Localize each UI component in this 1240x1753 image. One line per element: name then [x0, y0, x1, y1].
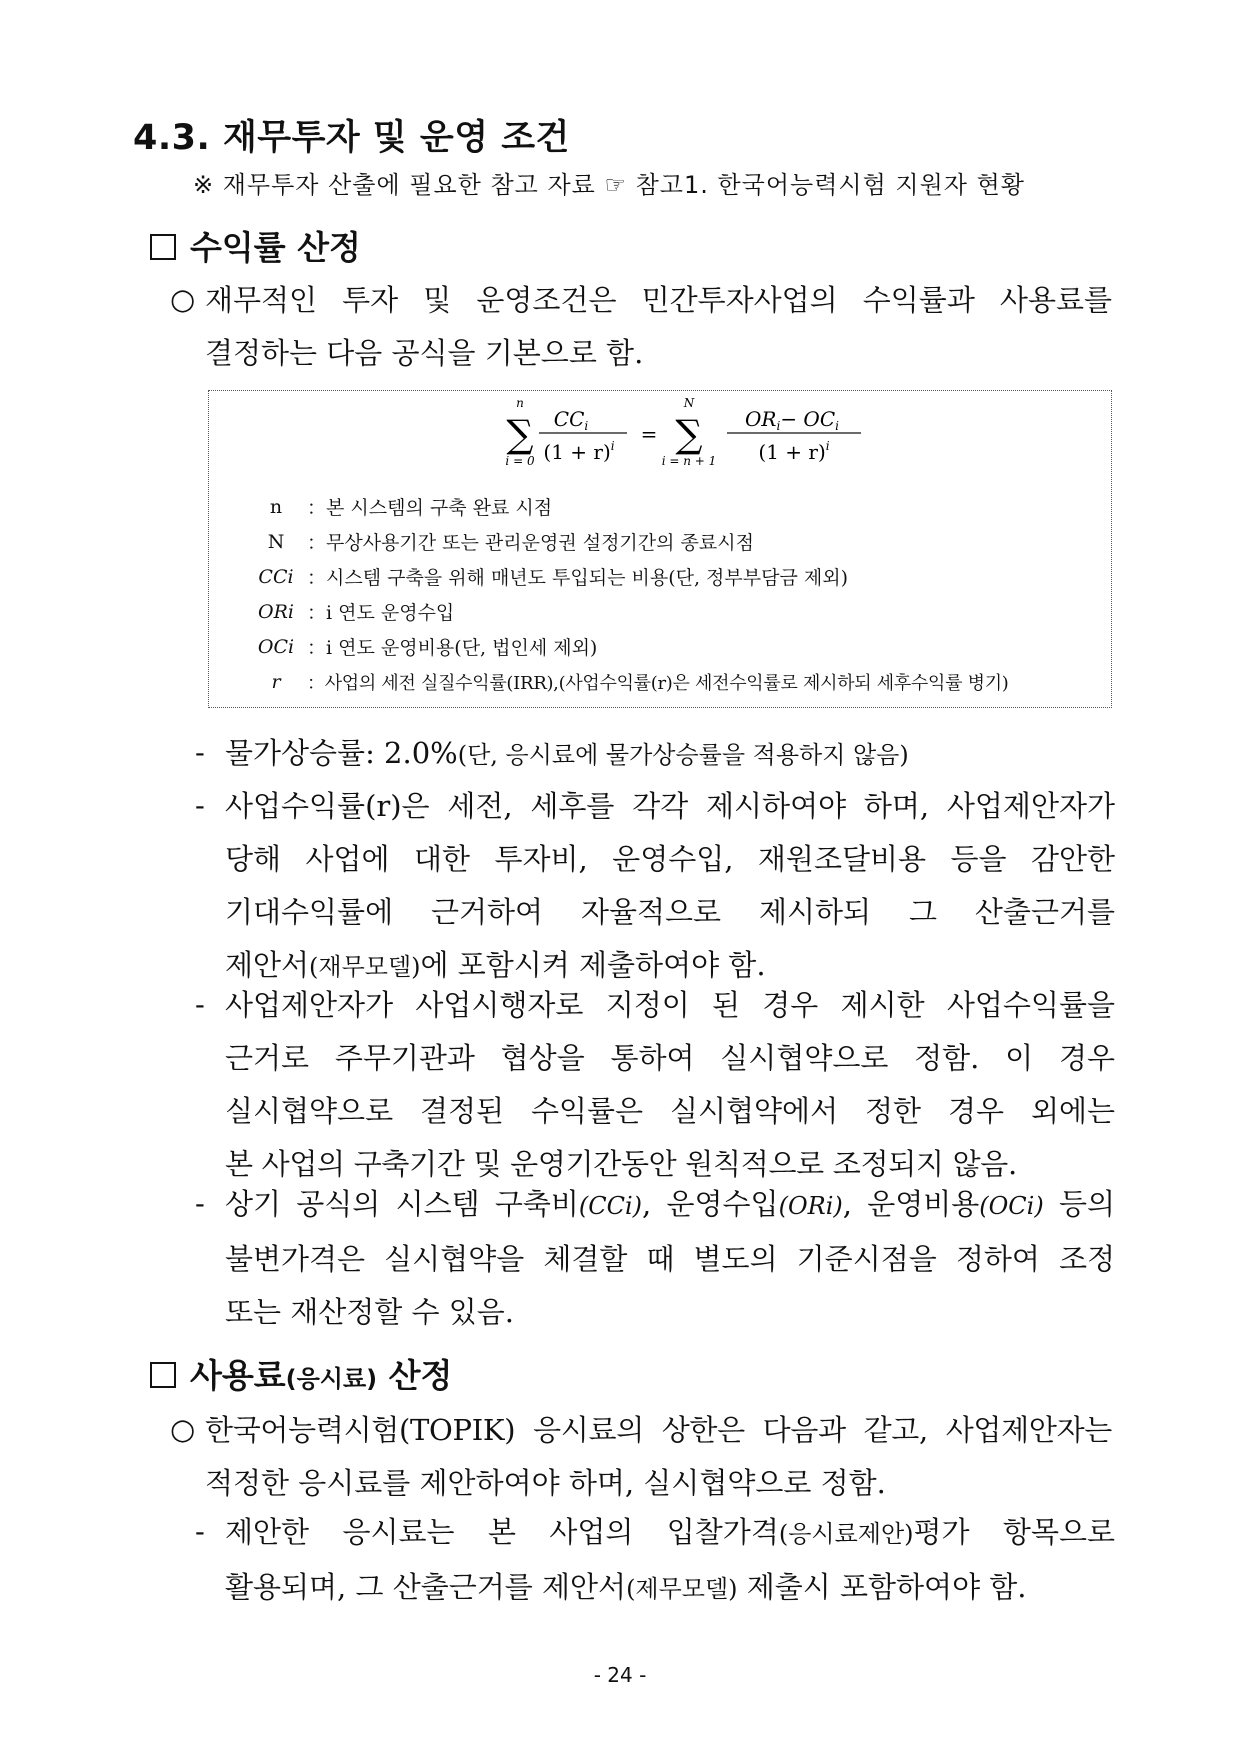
dash-bullet-icon: - [195, 1186, 205, 1220]
inflation-rate-item: 물가상승률: 2.0%(단, 응시료에 물가상승률을 적용하지 않음) [225, 736, 909, 770]
fee-intro-paragraph: 한국어능력시험(TOPIK) 응시료의 상한은 다음과 같고, 사업제안자는 적정한 응시료를 제안하여야 하며, 실시협약으로 정함. [205, 1413, 1112, 1500]
subheading-fee: 사용료(응시료) 산정 [150, 1350, 452, 1397]
checkbox-square-icon [150, 234, 176, 260]
intro-paragraph: 재무적인 투자 및 운영조건은 민간투자사업의 수익률과 사용료를 결정하는 다음 공식을 기본으로 함. [205, 283, 1112, 370]
definition-row: n ：본 시스템의 구축 완료 시점 [269, 495, 553, 519]
reference-note: ※ 재무투자 산출에 필요한 참고 자료 ☞ 참고1. 한국어능력시험 지원자 현황 [193, 171, 1025, 199]
equals-sign: = [640, 422, 658, 446]
rhs-sigma-lower: i = n + 1 [661, 454, 717, 468]
rhs-denominator: $(1 + r)^i$ [758, 439, 830, 464]
fee-proposal-item: 제안한 응시료는 본 사업의 입찰가격(응시료제안)평가 항목으로 활용되며, 그 산출근거를 제안서(제무모델) 제출시 포함하여야 함. [225, 1515, 1115, 1604]
lhs-sigma-lower: i = 0 [505, 454, 535, 468]
lhs-numerator: $CC_i$ [553, 407, 589, 433]
definition-row: N ：무상사용기간 또는 관리운영권 설정기간의 종료시점 [267, 530, 754, 554]
definition-row: r ：사업의 세전 실질수익률(IRR),(사업수익률(r)은 세전수익률로 제시하되 세후수익률 병기) [271, 670, 1009, 694]
rhs-sigma-icon: ∑ [675, 412, 703, 456]
checkbox-square-icon [150, 1362, 176, 1388]
lhs-denominator: $(1 + r)^i$ [543, 439, 615, 464]
agreement-return-item: 사업제안자가 사업시행자로 지정이 된 경우 제시한 사업수익률을 근거로 주무기관과 협상을 통하여 실시협약으로 정함. 이 경우 실시협약으로 결정된 수익률은 실시협약에서 정한 경우 외에는 본 사업의 구축기간 및 운영기간동안 원칙적으로 조정되지 않음. [225, 988, 1115, 1181]
constant-price-item: 상기 공식의 시스템 구축비(CCi), 운영수입(ORi), 운영비용(OCi) 등의 불변가격은 실시협약을 체결할 때 별도의 기준시점을 정하여 조정 또는 재산정할 수 있음. [225, 1187, 1115, 1329]
section-title: 4.3. 재무투자 및 운영 조건 [133, 118, 570, 158]
lhs-sigma-upper: n [516, 396, 524, 410]
page-number: - 24 - [593, 1663, 647, 1687]
definitions-list [245, 489, 1009, 699]
formula-box [208, 390, 1112, 708]
business-return-item: 사업수익률(r)은 세전, 세후를 각각 제시하여야 하며, 사업제안자가 당해 사업에 대한 투자비, 운영수입, 재원조달비용 등을 감안한 기대수익률에 근거하여 자율적으로 제시하되 그 산출근거를 제안서(재무모델)에 포함시켜 제출하여야 함. [225, 789, 1115, 982]
definition-row: ORi ：i 연도 운영수입 [258, 600, 455, 624]
definition-row: CCi ：시스템 구축을 위해 매년도 투입되는 비용(단, 정부부담금 제외) [258, 565, 848, 589]
dash-bullet-icon: - [195, 788, 205, 822]
irr-formula [209, 391, 1113, 491]
dash-bullet-icon: - [195, 987, 205, 1021]
circle-bullet-icon: ○ [170, 1412, 196, 1446]
dash-bullet-icon: - [195, 735, 205, 769]
dash-bullet-icon: - [195, 1514, 205, 1548]
rhs-sigma-upper: N [683, 396, 695, 410]
subheading-yield: 수익률 산정 [150, 222, 361, 269]
lhs-sigma-icon: ∑ [506, 412, 534, 456]
circle-bullet-icon: ○ [170, 282, 196, 316]
rhs-numerator: $OR_i- OC_i$ [745, 407, 839, 433]
definition-row: OCi ：i 연도 운영비용(단, 법인세 제외) [257, 635, 598, 659]
